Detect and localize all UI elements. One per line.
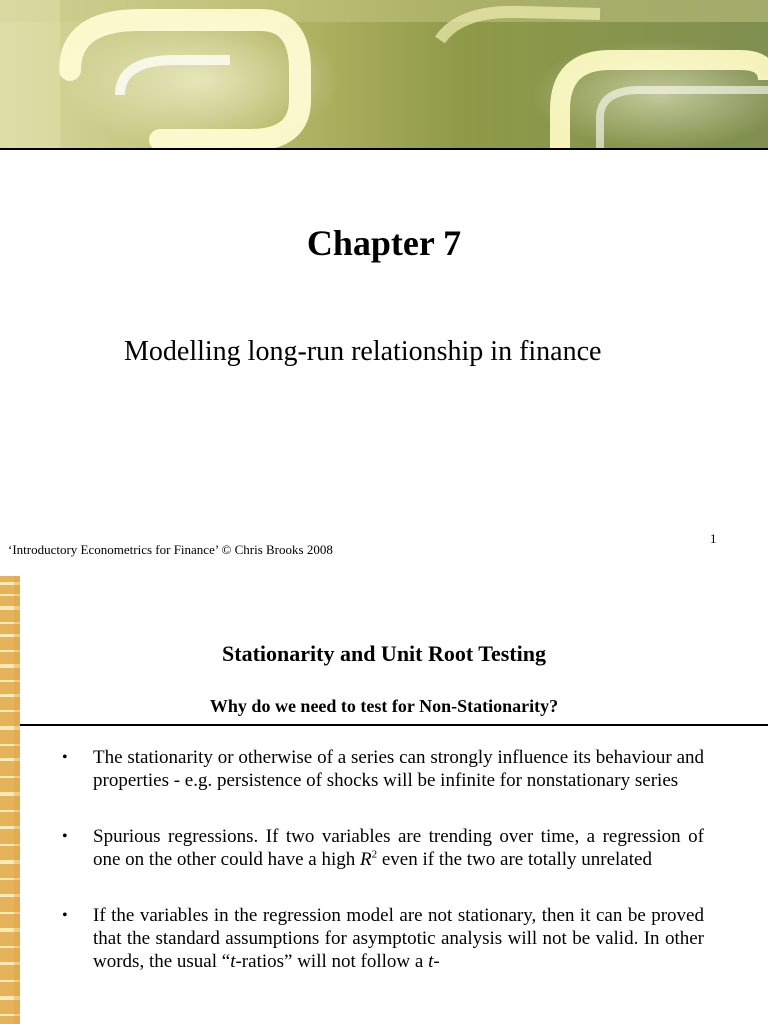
bullet-list [62,746,704,1006]
bullet-item [62,904,704,973]
chapter-title: Chapter 7 [306,223,462,263]
section-subtitle: Why do we need to test for Non-Stationarity? [209,696,559,716]
content-slide [0,576,768,1024]
banner-divider [0,148,768,150]
r-squared-exponent: 2 [371,848,378,861]
bullet-dot-icon: • [62,749,68,766]
chapter-subtitle: Modelling long-run relationship in finance [124,336,602,367]
bullet-text: If the variables in the regression model are not stationary, then it can be proved that the standard assumptions for asymptotic analysis will not be valid. In other words, the usual “ [93,905,704,972]
decorative-banner [0,0,768,148]
bullet-item [62,746,704,792]
section-title: Stationarity and Unit Root Testing [222,641,546,666]
section-divider [20,724,768,726]
bullet-dot-icon: • [62,828,68,845]
banner-graphic [0,0,768,148]
bullet-text-tail: - [433,951,440,972]
page-number: 1 [710,531,717,546]
t-symbol: t [428,951,434,972]
bullet-item [62,825,704,871]
r-squared-symbol: R [359,849,372,870]
t-symbol: t [230,951,236,972]
bullet-text: Spurious regressions. If two variables are trending over time, a regression of one on the other could have a high [93,826,704,870]
bullet-text-tail: even if the two are totally unrelated [377,849,652,870]
bullet-dot-icon: • [62,907,68,924]
bullet-text: The stationarity or otherwise of a series can strongly influence its behaviour and properties - e.g. persistence of shocks will be infinite for nonstationary series [93,747,704,791]
footer-credit: ‘Introductory Econometrics for Finance’ © Chris Brooks 2008 [8,542,333,557]
bullet-text-mid: -ratios” will not follow a [235,951,429,972]
